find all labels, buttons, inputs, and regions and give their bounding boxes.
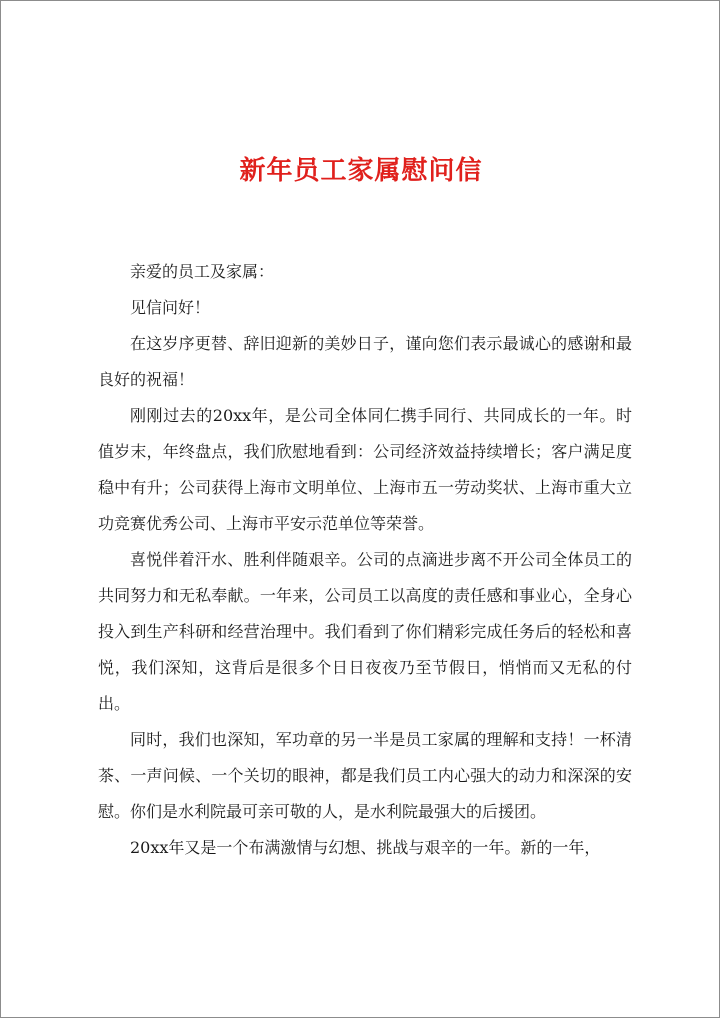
paragraph-new-year: 20xx年又是一个布满激情与幻想、挑战与艰辛的一年。新的一年， [130,838,601,857]
paragraph-effort: 喜悦伴着汗水、胜利伴随艰辛。公司的点滴进步离不开公司全体员工的共同努力和无私奉献。一年来，公司员工以高度的责任感和事业心，全身心投入到生产科研和经营治理中。我们看到了你们精彩完成任务后的轻松和喜悦，我们深知，这背后是很多个日日夜夜乃至节假日，悄悄而又无私的付出。 [98,550,632,713]
paragraph-family-support: 同时，我们也深知，军功章的另一半是员工家属的理解和支持！一杯清茶、一声问候、一个关切的眼神，都是我们员工内心强大的动力和深深的安慰。你们是水利院最可亲可敬的人，是水利院最强大的后援团。 [98,730,632,821]
salutation: 亲爱的员工及家属： [130,262,275,281]
paragraph-thanks: 在这岁序更替、辞旧迎新的美妙日子，谨向您们表示最诚心的感谢和最良好的祝福！ [98,334,632,389]
greeting: 见信问好！ [130,298,211,317]
letter-title: 新年员工家属慰问信 [239,156,483,186]
letter-body [98,254,632,866]
paragraph-achievements: 刚刚过去的20xx年，是公司全体同仁携手同行、共同成长的一年。时值岁末，年终盘点，我们欣慰地看到：公司经济效益持续增长；客户满足度稳中有升；公司获得上海市文明单位、上海市五一劳动奖状、上海市重大立功竞赛优秀公司、上海市平安示范单位等荣誉。 [98,406,632,533]
